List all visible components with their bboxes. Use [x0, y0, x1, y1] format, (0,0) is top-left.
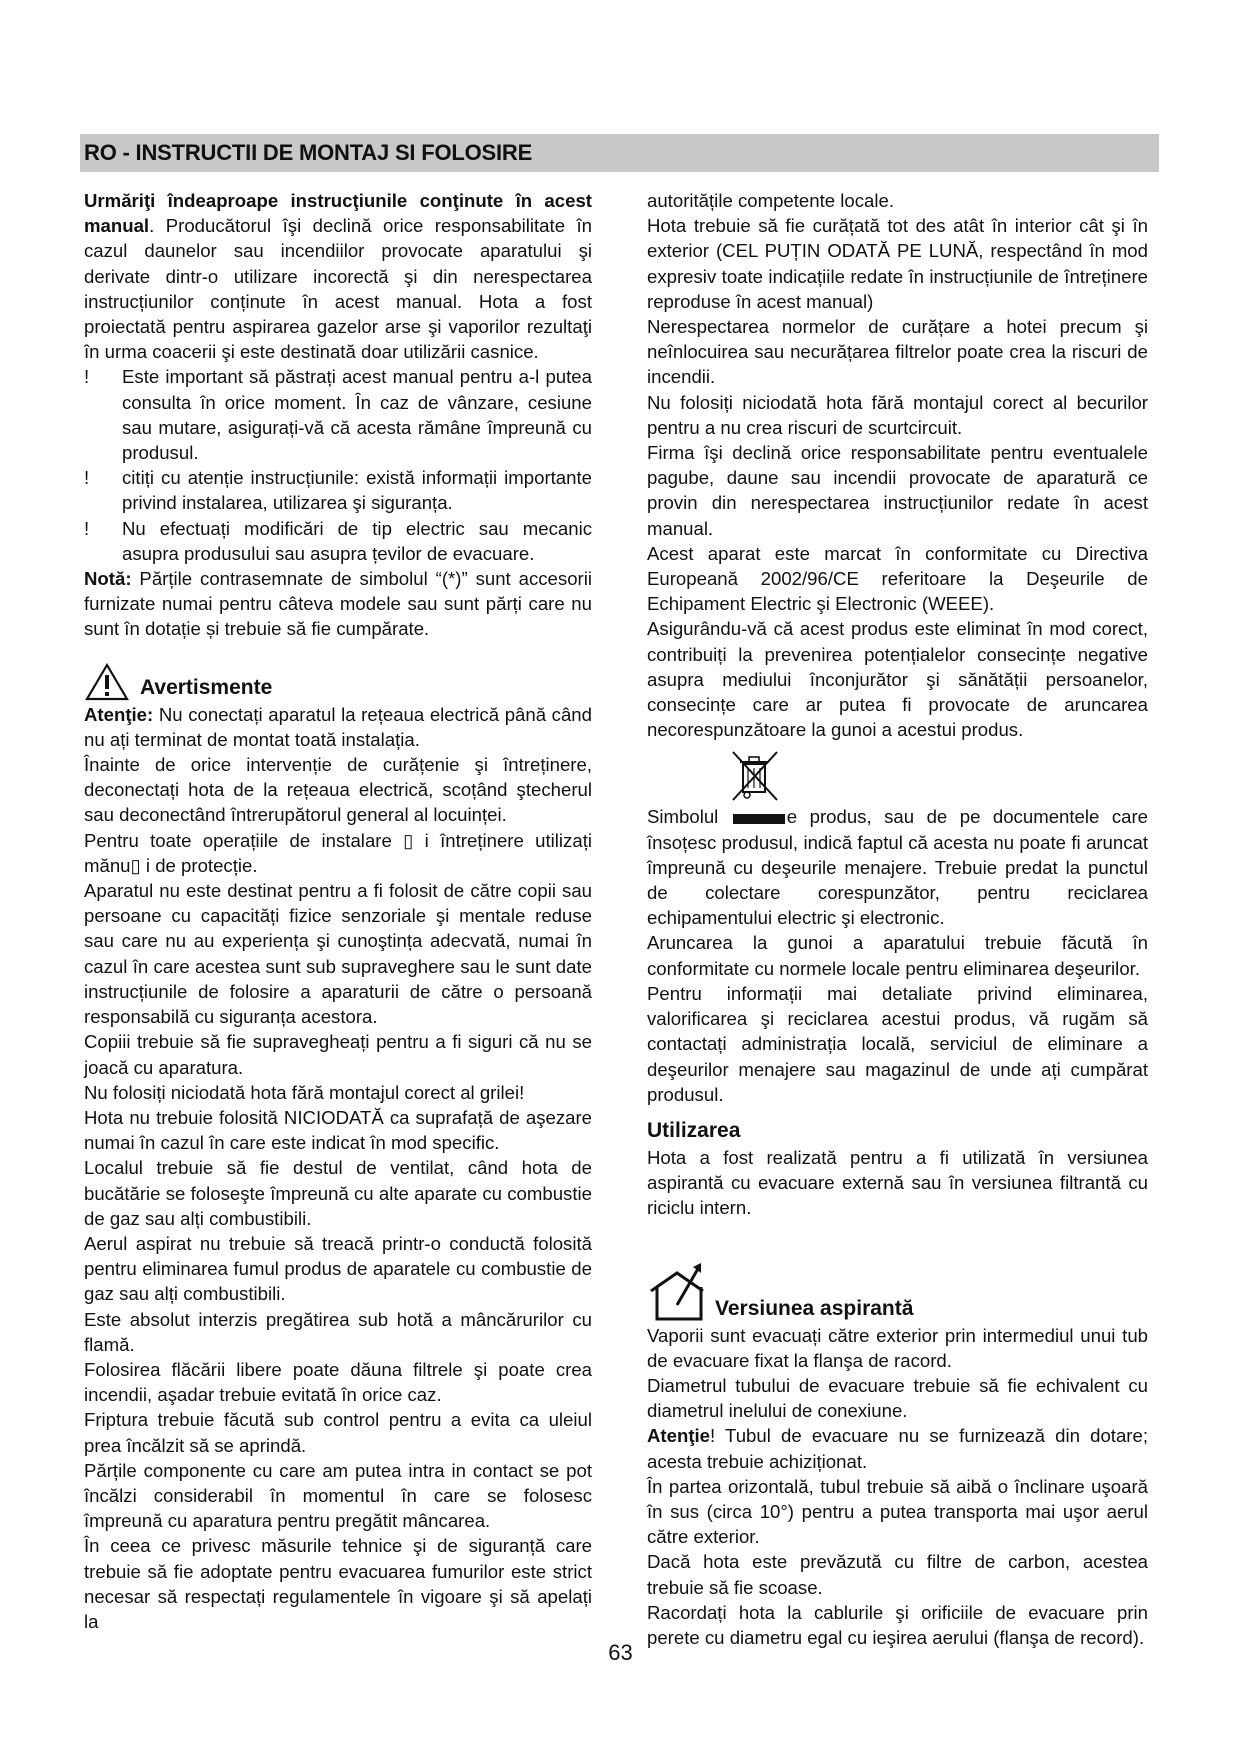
intro-paragraph [84, 188, 592, 364]
attention-label: Atenţie: [84, 703, 154, 725]
attention-text: Nu conectați aparatul la rețeaua electrică până când nu ați terminat de montat toată instalația. [84, 703, 592, 750]
crossed-bin-icon [727, 748, 783, 804]
house-vent-icon [647, 1261, 711, 1323]
section-header-bar [80, 134, 1159, 172]
symbol-bar-icon [733, 814, 785, 824]
intro-bold: Urmăriţi îndeaproape instrucţiunile conţinute în acest manual [84, 190, 592, 237]
aspirant-heading [647, 1261, 1148, 1323]
paragraph: În partea orizontală, tubul trebuie să aibă o înclinare uşoară în sus (circa 10°) pentru a putea transporta mai uşor aerul către exterior. [647, 1475, 1148, 1548]
usage-text: Hota a fost realizată pentru a fi utilizată în versiunea aspirantă cu evacuare externă sau în versiunea filtrantă cu riciclu intern. [647, 1146, 1148, 1219]
symbol-label: Simbolul [647, 806, 719, 828]
paragraph: Aparatul nu este destinat pentru a fi folosit de către copii sau persoane cu capacități fizice senzoriale şi mentale reduse sau care nu au experiența şi cunoştința adecvată, numai în cazul în care acestea sunt sub supraveghere sau le sunt date instrucțiunile de folosire a aparaturii de către o persoană responsabilă cu siguranța acestora. [84, 880, 592, 1028]
symbol-paragraph [647, 804, 1148, 930]
bullet-item [84, 516, 592, 566]
paragraph: autoritățile competente locale. [647, 190, 895, 211]
paragraph: Hota nu trebuie folosită NICIODATĂ ca suprafață de aşezare numai în cazul în care este indicat în mod specific. [84, 1106, 592, 1154]
paragraph: Dacă hota este prevăzută cu filtre de carbon, acestea trebuie să fie scoase. [647, 1551, 1148, 1598]
exclamation-mark: ! [84, 467, 90, 489]
paragraph: Pentru toate operațiile de instalare ▯ i întreținere utilizați mănu▯ i de protecție. [84, 829, 592, 876]
paragraph: Friptura trebuie făcută sub control pentru a evita ca uleiul prea încălzit să se aprindă. [84, 1409, 592, 1456]
paragraph: Nu folosiți niciodată hota fără montajul corect al grilei! [84, 1081, 525, 1103]
paragraph: Racordați hota la cablurile şi orificiile de evacuare prin perete cu diametru egal cu ieşirea aerului (flanşa de record). [647, 1601, 1148, 1648]
warning-triangle-icon [84, 662, 130, 702]
page-title: RO - INSTRUCTII DE MONTAJ SI FOLOSIRE [84, 140, 533, 165]
note-label: Notă: [84, 568, 132, 590]
paragraph: Copiii trebuie să fie supravegheați pentru a fi siguri că nu se joacă cu aparatura. [84, 1031, 592, 1078]
paragraph: Părțile componente cu care am putea intra in contact se pot încălzi considerabil în momentul în care se folosesc împreună cu aparatura pentru pregătit mâncarea. [84, 1459, 592, 1532]
bullet-text: citiți cu atenție instrucțiunile: există informații importante privind instalarea, utilizarea şi siguranța. [122, 467, 592, 514]
paragraph: Aerul aspirat nu trebuie să treacă printr-o conductă folosită pentru eliminarea fumul produs de aparatele cu combustie de gaz sau alți combustibili. [84, 1232, 592, 1305]
paragraph: Aruncarea la gunoi a aparatului trebuie făcută în conformitate cu normele locale pentru eliminarea deşeurilor. [647, 932, 1148, 979]
intro-text: . Producătorul îşi declină orice responsabilitate în cazul daunelor sau incendiilor provocate aparatului şi derivate dintr-o utilizare incorectă şi din nerespectarea instrucțiunilor conținute în acest manual. Hota a fost proiectată pentru aspirarea gazelor arse şi vaporilor rezultaţi în urma coacerii şi este destinată doar utilizării casnice. [84, 215, 592, 363]
paragraph: Înainte de orice intervenție de curățenie şi întreținere, deconectați hota de la rețeaua electrică, scoțând ştecherul sau deconectând întrerupătorul general al locuinței. [84, 754, 592, 826]
paragraph: Asigurându-vă că acest produs este eliminat în mod corect, contribuiți la prevenirea potențialelor consecințe negative asupra mediului înconjurător şi sănătății persoanelor, consecințe care ar putea fi provocate de aruncarea necorespunzătoare la gunoi a acestui produs. [647, 618, 1148, 741]
bullet-item [84, 465, 592, 515]
exclamation-mark: ! [84, 366, 90, 388]
aspirant-title: Versiunea aspirantă [715, 1296, 914, 1320]
paragraph: Este absolut interzis pregătirea sub hotă a mâncărurilor cu flamă. [84, 1308, 592, 1355]
aspirant-attention [647, 1423, 1148, 1473]
page-number: 63 [608, 1640, 633, 1665]
paragraph: În ceea ce privesc măsurile tehnice şi de siguranță care trebuie să fie adoptate pentru evacuarea fumurilor este strict necesar să respectați regulamentele în vigoare şi să apelați la [84, 1535, 592, 1632]
paragraph: Nu folosiți niciodată hota fără montajul corect al becurilor pentru a nu crea riscuri de scurtcircuit. [647, 391, 1148, 438]
usage-title: Utilizarea [647, 1118, 741, 1142]
paragraph: Localul trebuie să fie destul de ventilat, când hota de bucătărie se foloseşte împreună cu alte aparate cu combustie de gaz sau alți combustibili. [84, 1157, 592, 1229]
paragraph: Folosirea flăcării libere poate dăuna filtrele şi poate crea incendii, aşadar trebuie evitată în orice caz. [84, 1358, 592, 1406]
paragraph: Acest aparat este marcat în conformitate cu Directiva Europeană 2002/96/CE referitoare la Deşeurile de Echipament Electric şi Electronic (WEEE). [647, 542, 1148, 615]
bullet-text: Nu efectuați modificări de tip electric sau mecanic asupra produsului sau asupra țevilor de evacuare. [122, 517, 592, 564]
symbol-text: e produs, sau de pe documentele care însoțesc produsul, indică faptul că acesta nu poate fi aruncat împreună cu deşeurile menajere. Trebuie predat la punctul de colectare corespunzător, pentru reciclarea echipamentului electric şi electronic. [647, 806, 1148, 929]
warnings-title: Avertismente [140, 675, 273, 699]
paragraph: Nerespectarea normelor de curățare a hotei precum şi neînlocuirea sau necurățarea filtrelor poate crea la riscuri de incendii. [647, 316, 1148, 388]
note-paragraph [84, 566, 592, 642]
exclamation-mark: ! [84, 517, 90, 539]
paragraph: Vaporii sunt evacuați către exterior prin intermediul unui tub de evacuare fixat la flanşa de racord. [647, 1324, 1148, 1371]
paragraph: Pentru informații mai detaliate privind eliminarea, valorificarea şi reciclarea acestui produs, vă rugăm să contactați administrația locală, serviciul de eliminare a deşeurilor menajere sau magazinul de unde ați cumpărat produsul. [647, 982, 1148, 1105]
weee-symbol [727, 748, 1148, 804]
paragraph: Diametrul tubului de evacuare trebuie să fie echivalent cu diametrul inelului de conexiune. [647, 1374, 1148, 1422]
paragraph: Hota trebuie să fie curățată tot des atât în interior cât şi în exterior (CEL PUȚIN ODATĂ PE LUNĂ, respectând în mod expresiv toate indicațiile redate în instrucțiunile de întreținere reproduse în acest manual) [647, 215, 1148, 312]
attention-paragraph [84, 702, 592, 752]
bullet-text: Este important să păstrați acest manual pentru a-l putea consulta în orice moment. În caz de vânzare, cesiune sau mutare, asigurați-vă că acesta rămâne împreună cu produsul. [122, 366, 592, 464]
warnings-heading [84, 662, 592, 702]
note-text: Părțile contrasemnate de simbolul “(*)” sunt accesorii furnizate numai pentru câteva modele sau sunt părți care nu sunt în dotație și trebuie să fie cumpărate. [84, 568, 592, 640]
left-column [84, 188, 592, 1634]
bullet-item [84, 364, 592, 465]
right-column [647, 188, 1148, 1650]
aspirant-attention-text: ! Tubul de evacuare nu se furnizează din dotare; acesta trebuie achiziționat. [647, 1425, 1148, 1472]
aspirant-attention-label: Atenţie [647, 1425, 711, 1447]
paragraph: Firma îşi declină orice responsabilitate pentru eventualele pagube, daune sau incendii provocate de aparatură ce provin din nerespectarea instrucțiunilor redate în acest manual. [647, 442, 1148, 539]
